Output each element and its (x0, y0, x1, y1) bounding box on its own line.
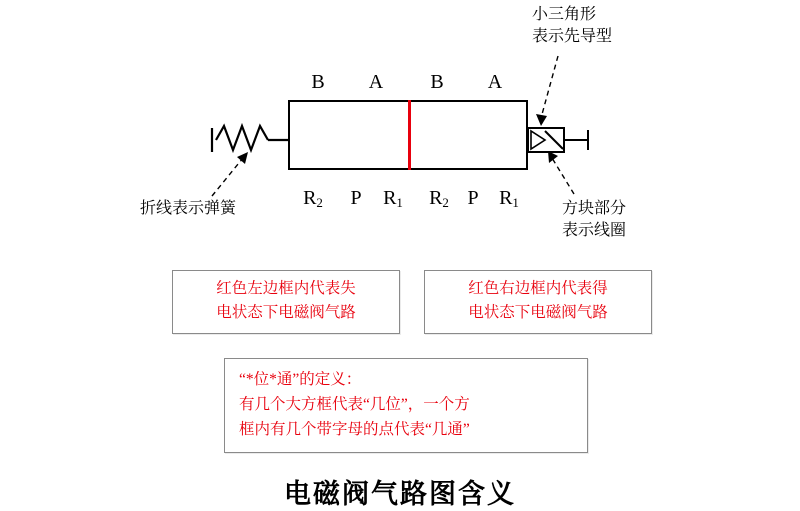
leader-line-pilot (541, 56, 558, 118)
callout-right-energized (424, 270, 652, 334)
port-label-bottom-p-right: P (467, 187, 479, 209)
port-label-bottom-r1-right-main: R (499, 187, 513, 209)
annotation-pilot-triangle-line1: 小三角形 (532, 6, 597, 23)
port-label-bottom-r2-right-sub: 2 (442, 195, 449, 210)
callout-left-line2: 电状态下电磁阀气路 (216, 304, 356, 321)
annotation-spring-line1: 折线表示弹簧 (140, 200, 237, 217)
port-label-bottom-r1-right-sub: 1 (512, 195, 519, 210)
port-label-bottom-r1-left (378, 188, 408, 213)
port-label-bottom-r2-left-main: R (303, 187, 317, 209)
leader-line-coil (552, 158, 574, 194)
port-label-bottom-r2-right-main: R (429, 187, 443, 209)
leader-arrow-spring (237, 152, 248, 164)
annotation-coil-line2: 表示线圈 (562, 222, 627, 239)
callout-right-line1: 红色右边框内代表得 (468, 280, 608, 297)
port-label-bottom-r1-left-sub: 1 (396, 195, 403, 210)
port-label-bottom-r2-right (424, 188, 454, 213)
port-label-top-a-right: A (487, 71, 503, 93)
callout-left-line1: 红色左边框内代表失 (216, 280, 356, 297)
port-label-bottom-r2-left (298, 188, 328, 213)
callout-definition-line2: 有几个大方框代表“几位”，一个方 (239, 396, 470, 413)
callout-right-line2: 电状态下电磁阀气路 (468, 304, 608, 321)
callout-definition-line1: “*位*通”的定义： (239, 371, 362, 388)
port-label-bottom-r1-right (494, 188, 524, 213)
callout-left-deenergized (172, 270, 400, 334)
callout-definition-line3: 框内有几个带字母的点代表“几通” (239, 421, 470, 438)
annotation-pilot-triangle-line2: 表示先导型 (532, 28, 613, 45)
annotation-coil-line1: 方块部分 (562, 200, 627, 217)
solenoid-coil-symbol (528, 128, 588, 152)
port-label-bottom-r1-left-main: R (383, 187, 397, 209)
port-label-bottom-p-left: P (350, 187, 362, 209)
port-label-top-a-left: A (368, 71, 384, 93)
spring-symbol (212, 126, 288, 152)
port-label-top-b-right: B (430, 71, 444, 93)
diagram-title: 电磁阀气路图含义 (284, 479, 516, 509)
callout-definition (224, 358, 588, 453)
port-label-top-b-left: B (311, 71, 325, 93)
leader-arrow-pilot (536, 114, 547, 126)
port-label-bottom-r2-left-sub: 2 (316, 195, 323, 210)
valve-red-divider (408, 100, 411, 170)
leader-line-spring (212, 158, 243, 196)
